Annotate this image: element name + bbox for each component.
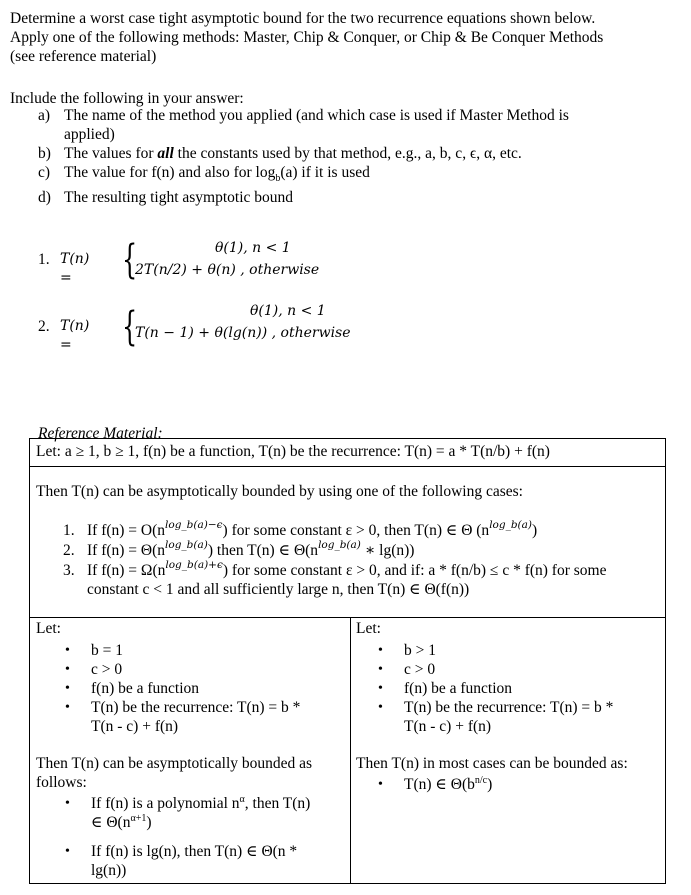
divider (30, 466, 665, 467)
intro-line-2: Apply one of the following methods: Master, Chip & Conquer, or Chip & Be Conquer Methods (10, 29, 604, 46)
include-heading: Include the following in your answer: (10, 90, 244, 107)
intro-line-1: Determine a worst case tight asymptotic bound for the two recurrence equations shown below. (10, 10, 596, 27)
master-case-2: 2. If $f(n) = \Theta(n^{log\_b(a)})$ then T(n) ∈ $\Theta(n^{log\_b(a)}$ ∗ lg(n)) (63, 539, 415, 559)
reference-then-line: Then T(n) can be asymptotically bounded by using one of the following cases: (36, 483, 523, 500)
page: Determine a worst case tight asymptotic bound for the two recurrence equations shown below. Apply one of the following methods: Master, Chip & Conquer, or Chip & Be Conquer Methods (see reference material) Include the following in your answer: a) The name of the method you applied (and which case is used if Master Method is applied) b) The values for all the constants used by that method, e.g., a, b, c, ϵ, α, etc. c) The value for f(n) and also for $\log_b(a)$ if it is used d) The resulting tight asymptotic bound 1. T(n) = { θ(1), n < 1 2T(n/2) + θ(n) , otherwise 2. T(n) = { θ(1), n < 1 T(n − 1) + θ(lg(n)) , otherwise Reference Material: Let: a ≥ 1, b ≥ 1, f(n) be a function, T(n) be the recurrence: T(n) = a * T(n/b) + f(n) Then T(n) can be asymptotically bounded by using one of the following cases: 1. If $f(n) = O(n^{log\_b(a)-\epsilon})$ for some constant ε > 0, then T(n) ∈ Θ $(n^{log\_b(a)})$ 2. If $f(n) = \Theta(n^{log\_b(a)})$ then T(n) ∈ $\Theta(n^{log\_b(a)}$ ∗ lg(n)) 3. If $f(n) = \Omega(n^{log\_b(a)+\epsilon})$ for some constant ε > 0, and if: a * f(n/b) ≤ c * f(n) for some constant c < 1 and all sufficiently large n, then T(n) ∈ Θ(f(n)) Let: • b = 1 • c > 0 • f(n) be a function • T(n) be the recurrence: T(n) = b * T(n - c) + f(n) Then T(n) can be asymptotically bounded as follows: • If f(n) is a polynomial $n^\alpha$, then T(n) ∈ $\Theta(n^{\alpha+1})$ • If f(n) is lg(n), then T(n) ∈ Θ(n * lg(n)) Let: • b > 1 • c > 0 • f(n) be a function • T(n) be the recurrence: T(n) = b * T(n - c) + f(n) Then T(n) in most cases can be bounded as: • T(n) ∈ $\Theta(b^{n/c})$ (0, 0, 691, 895)
chip-be-conquer-conditions: • b > 1 • c > 0 • f(n) be a function • T(n) be the recurrence: T(n) = b * T(n - c) + f(n) (378, 642, 614, 735)
master-case-1: 1. If $f(n) = O(n^{log\_b(a)-\epsilon})$ for some constant ε > 0, then T(n) ∈ Θ $(n^{log\_b(a)})$ (63, 519, 538, 539)
chip-be-conquer-result: • T(n) ∈ $\Theta(b^{n/c})$ (378, 774, 493, 793)
intro-line-3: (see reference material) (10, 48, 157, 65)
reference-let-line: Let: a ≥ 1, b ≥ 1, f(n) be a function, T(n) be the recurrence: T(n) = a * T(n/b) + f(n) (36, 443, 550, 460)
brace-2: { (122, 304, 138, 350)
chip-conquer-results: • If f(n) is a polynomial $n^\alpha$, then T(n) ∈ $\Theta(n^{\alpha+1})$ • If f(n) is lg(n), then T(n) ∈ Θ(n * lg(n)) (65, 793, 311, 879)
divider (30, 617, 665, 618)
requirement-a: a) The name of the method you applied (and which case is used if Master Method is applied) (38, 107, 569, 143)
requirement-c: c) The value for f(n) and also for $\log_b(a)$ if it is used (38, 164, 370, 185)
brace-1: { (122, 237, 138, 283)
master-cases (63, 521, 663, 600)
chip-conquer-column: Let: • b = 1 • c > 0 • f(n) be a function • T(n) be the recurrence: T(n) = b * T(n - c) + f(n) Then T(n) can be asymptotically bounded as follows: • If f(n) is a polynomial $n^\alpha$, then T(n) ∈ $\Theta(n^{\alpha+1})$ • If f(n) is lg(n), then T(n) ∈ Θ(n * lg(n)) (36, 619, 346, 880)
column-divider (350, 617, 351, 883)
reference-heading: Reference Material: (38, 425, 163, 442)
master-case-3: 3. If $f(n) = \Omega(n^{log\_b(a)+\epsilon})$ for some constant ε > 0, and if: a * f(n/b) ≤ c * f(n) for some constant c < 1 and all sufficiently large n, then T(n) ∈ Θ(f(n)) (63, 559, 607, 598)
requirements-list (38, 106, 638, 207)
chip-conquer-conditions: • b = 1 • c > 0 • f(n) be a function • T(n) be the recurrence: T(n) = b * T(n - c) + f(n) (65, 642, 301, 735)
chip-be-conquer-then: Then T(n) in most cases can be bounded as: (356, 755, 628, 772)
requirement-b: b) The values for all the constants used by that method, e.g., a, b, c, ϵ, α, etc. (38, 145, 522, 162)
reference-box (29, 438, 666, 884)
chip-be-conquer-column: Let: • b > 1 • c > 0 • f(n) be a function • T(n) be the recurrence: T(n) = b * T(n - c) + f(n) Then T(n) in most cases can be bounded as: • T(n) ∈ $\Theta(b^{n/c})$ (356, 619, 661, 794)
chip-conquer-then: Then T(n) can be asymptotically bounded as follows: (36, 755, 313, 791)
requirement-d: d) The resulting tight asymptotic bound (38, 189, 294, 207)
instructions (10, 9, 680, 66)
